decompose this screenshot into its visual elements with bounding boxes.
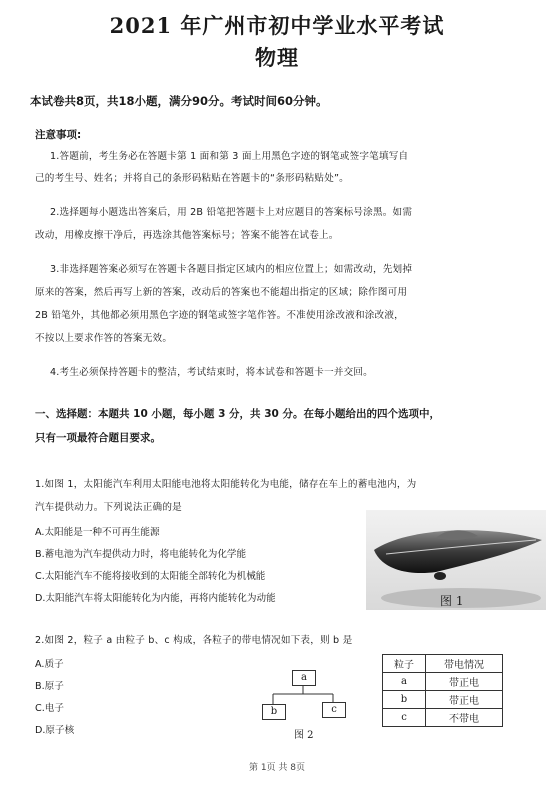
table-header-row [383,655,503,673]
table-cell-particle: b [383,691,426,709]
table-header-particle: 粒子 [383,655,426,673]
q2-stem: 2.如图 2，粒子 a 由粒子 b、c 构成，各粒子的带电情况如下表，则 b 是 [35,635,353,646]
q1-option-c: C.太阳能汽车不能将接收到的太阳能全部转化为机械能 [35,571,266,582]
exam-intro: 本试卷共8页，共18小题，满分90分。考试时间60分钟。 [30,94,328,108]
exam-title: 2021 年广州市初中学业水平考试 [109,13,445,38]
table-row [383,691,503,709]
note-1-line-2: 己的考生号、姓名；并将自己的条形码粘贴在答题卡的“条形码粘贴处”。 [35,173,349,184]
table-row [383,709,503,727]
note-2-line-1: 2.选择题每小题选出答案后，用 2B 铅笔把答题卡上对应题目的答案标号涂黑。如需 [50,207,413,218]
q1-option-b: B.蓄电池为汽车提供动力时，将电能转化为化学能 [35,549,247,560]
notes-heading: 注意事项: [35,129,82,141]
q2-option-b: B.原子 [35,681,64,692]
table-cell-charge: 带正电 [426,673,503,691]
note-3-line-2: 原来的答案，然后再写上新的答案，改动后的答案也不能超出指定的区域；除作图可用 [35,287,408,298]
note-4-line-1: 4.考生必须保持答题卡的整洁，考试结束时，将本试卷和答题卡一并交回。 [50,367,373,378]
particle-b-box: b [262,704,286,720]
note-2-line-2: 改动，用橡皮擦干净后，再选涂其他答案标号；答案不能答在试卷上。 [35,230,339,241]
q2-option-c: C.电子 [35,703,64,714]
table-cell-particle: c [383,709,426,727]
table-cell-particle: a [383,673,426,691]
table-row [383,673,503,691]
page-footer: 第 1页 共 8页 [248,763,306,773]
table-cell-charge: 带正电 [426,691,503,709]
q2-option-a: A.质子 [35,659,64,670]
section-1-line-1: 一、选择题：本题共 10 小题，每小题 3 分，共 30 分。在每小题给出的四个选项中， [35,408,440,420]
note-3-line-1: 3.非选择题答案必须写在答题卡各题目指定区域内的相应位置上；如需改动，先划掉 [50,264,413,275]
note-3-line-3: 2B 铅笔外，其他都必须用黑色字迹的钢笔或签字笔作答。不准使用涂改液和涂改液， [35,310,404,321]
q1-option-d: D.太阳能汽车将太阳能转化为内能，再将内能转化为动能 [35,593,276,604]
section-1-line-2: 只有一项最符合题目要求。 [35,432,161,444]
figure-1-label: 图 1 [440,594,464,608]
q1-stem-line-2: 汽车提供动力。下列说法正确的是 [35,502,182,513]
q1-stem-line-1: 1.如图 1，太阳能汽车利用太阳能电池将太阳能转化为电能，储存在车上的蓄电池内，为 [35,479,417,490]
q1-option-a: A.太阳能是一种不可再生能源 [35,527,160,538]
q2-option-d: D.原子核 [35,725,75,736]
table-header-charge: 带电情况 [426,655,503,673]
note-3-line-4: 不按以上要求作答的答案无效。 [35,333,173,344]
table-cell-charge: 不带电 [426,709,503,727]
particle-c-box: c [322,702,346,718]
subject-title: 物理 [255,45,299,70]
note-1-line-1: 1.答题前，考生务必在答题卡第 1 面和第 3 面上用黑色字迹的钢笔或签字笔填写自 [50,151,409,162]
figure-2-label: 图 2 [294,730,314,741]
particle-charge-table [382,654,503,727]
particle-a-box: a [292,670,316,686]
